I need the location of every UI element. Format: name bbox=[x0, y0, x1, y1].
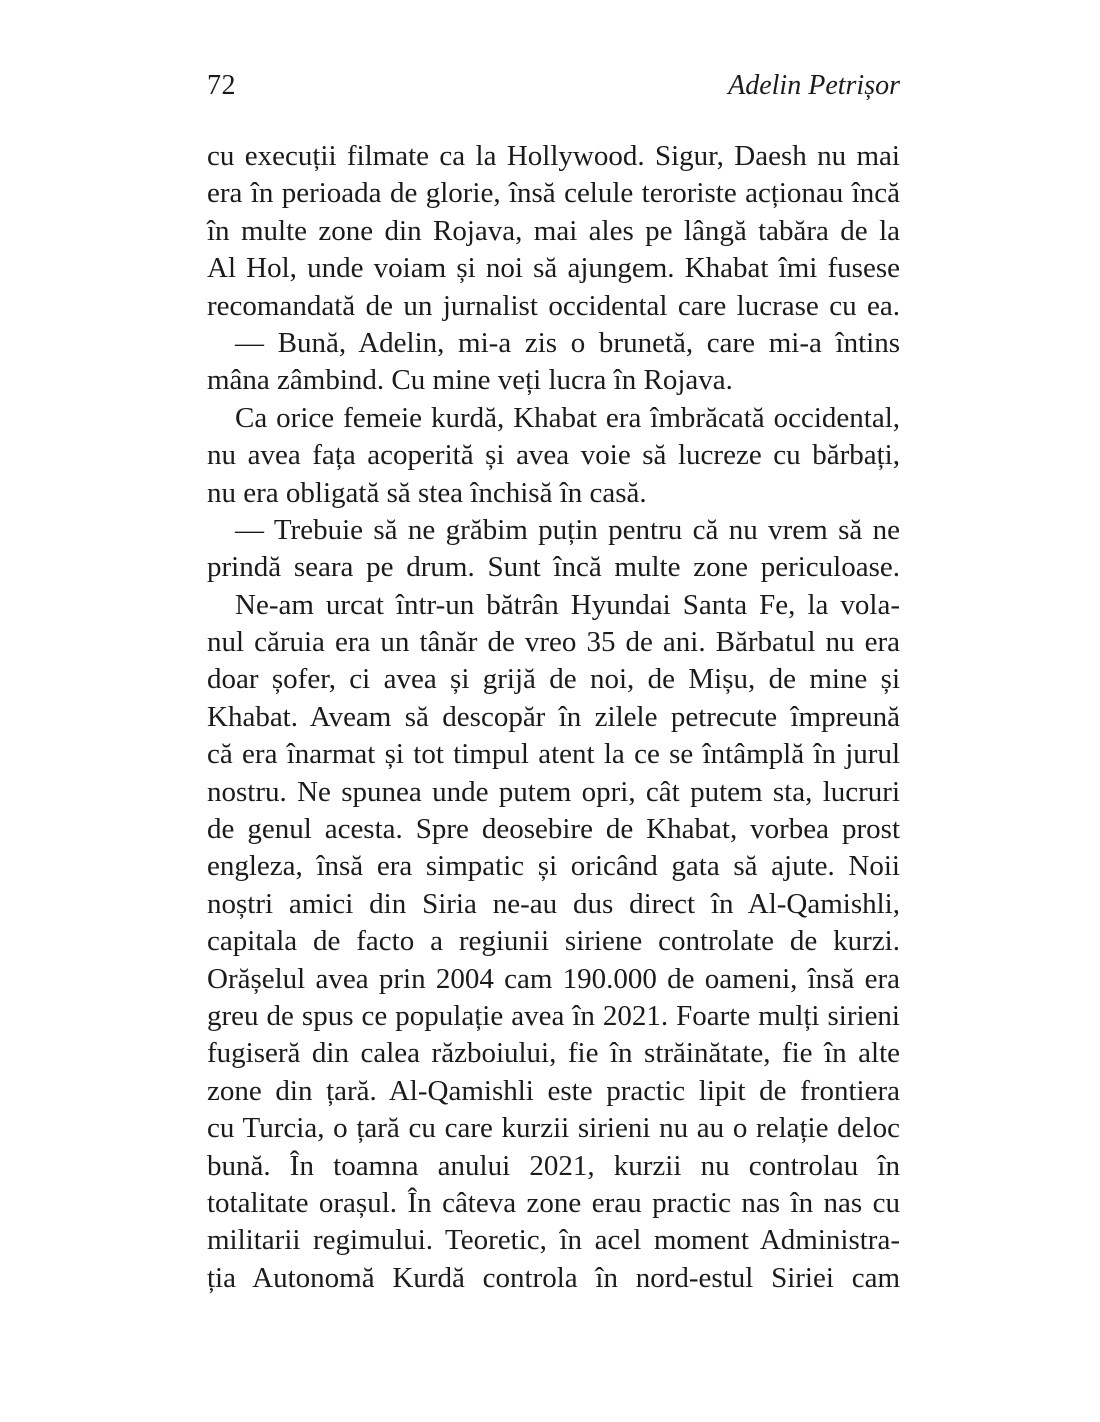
text-line: nu era obligată să stea închisă în casă. bbox=[207, 476, 647, 509]
page-body bbox=[207, 138, 900, 1297]
text-line: Ne-am urcat într-un bătrân Hyundai Santa Fe, la vola- bbox=[235, 588, 900, 621]
text-line: Al Hol, unde voiam și noi să ajungem. Khabat îmi fusese bbox=[207, 252, 900, 285]
text-line: nostru. Ne spunea unde putem opri, cât putem sta, lucruri bbox=[207, 775, 900, 808]
text-line: cu execuții filmate ca la Hollywood. Sigur, Daesh nu mai bbox=[207, 140, 900, 172]
text-line: nul căruia era un tânăr de vreo 35 de ani. Bărbatul nu era bbox=[207, 626, 900, 659]
text-line: de genul acesta. Spre deosebire de Khabat, vorbea prost bbox=[207, 813, 900, 846]
text-line: noștri amici din Siria ne-au dus direct în Al-Qamishli, bbox=[207, 887, 900, 920]
text-line: Khabat. Aveam să descopăr în zilele petrecute împreună bbox=[207, 700, 900, 733]
text-line: Ca orice femeie kurdă, Khabat era îmbrăcată occidental, bbox=[235, 401, 900, 434]
text-line: totalitate orașul. În câteva zone erau practic nas în nas cu bbox=[207, 1186, 900, 1219]
running-head-author: Adelin Petrișor bbox=[728, 70, 900, 101]
running-header bbox=[207, 67, 900, 104]
text-line: era în perioada de glorie, însă celule teroriste acționau încă bbox=[207, 177, 900, 210]
text-line: în multe zone din Rojava, mai ales pe lângă tabăra de la bbox=[207, 214, 900, 247]
text-line: ția Autonomă Kurdă controla în nord-estul Siriei cam bbox=[207, 1261, 900, 1294]
text-line: că era înarmat și tot timpul atent la ce se întâmplă în jurul bbox=[207, 738, 900, 771]
text-line: — Trebuie să ne grăbim puțin pentru că nu vrem să ne bbox=[235, 513, 900, 546]
text-line: doar șofer, ci avea și grijă de noi, de Mișu, de mine și bbox=[207, 663, 900, 696]
text-line: capitala de facto a regiunii siriene controlate de kurzi. bbox=[207, 925, 900, 958]
text-line: fugiseră din calea războiului, fie în străinătate, fie în alte bbox=[207, 1037, 900, 1070]
text-line: militarii regimului. Teoretic, în acel moment Administra- bbox=[207, 1224, 900, 1257]
text-line: Orășelul avea prin 2004 cam 190.000 de oameni, însă era bbox=[207, 962, 900, 995]
text-line: greu de spus ce populație avea în 2021. Foarte mulți sirieni bbox=[207, 999, 900, 1032]
text-line: nu avea fața acoperită și avea voie să lucreze cu bărbați, bbox=[207, 439, 900, 472]
text-line: engleza, însă era simpatic și oricând gata să ajute. Noii bbox=[207, 850, 900, 883]
text-line: prindă seara pe drum. Sunt încă multe zone periculoase. bbox=[207, 551, 900, 584]
page-number: 72 bbox=[207, 70, 236, 101]
text-line: mâna zâmbind. Cu mine veți lucra în Rojava. bbox=[207, 364, 733, 397]
text-line: cu Turcia, o țară cu care kurzii sirieni nu au o relație deloc bbox=[207, 1112, 900, 1145]
text-line: recomandată de un jurnalist occidental care lucrase cu ea. bbox=[207, 289, 900, 322]
text-line: zone din țară. Al-Qamishli este practic lipit de frontiera bbox=[207, 1074, 900, 1107]
text-line: bună. În toamna anului 2021, kurzii nu controlau în bbox=[207, 1149, 900, 1182]
text-line: — Bună, Adelin, mi-a zis o brunetă, care mi-a întins bbox=[235, 326, 900, 359]
